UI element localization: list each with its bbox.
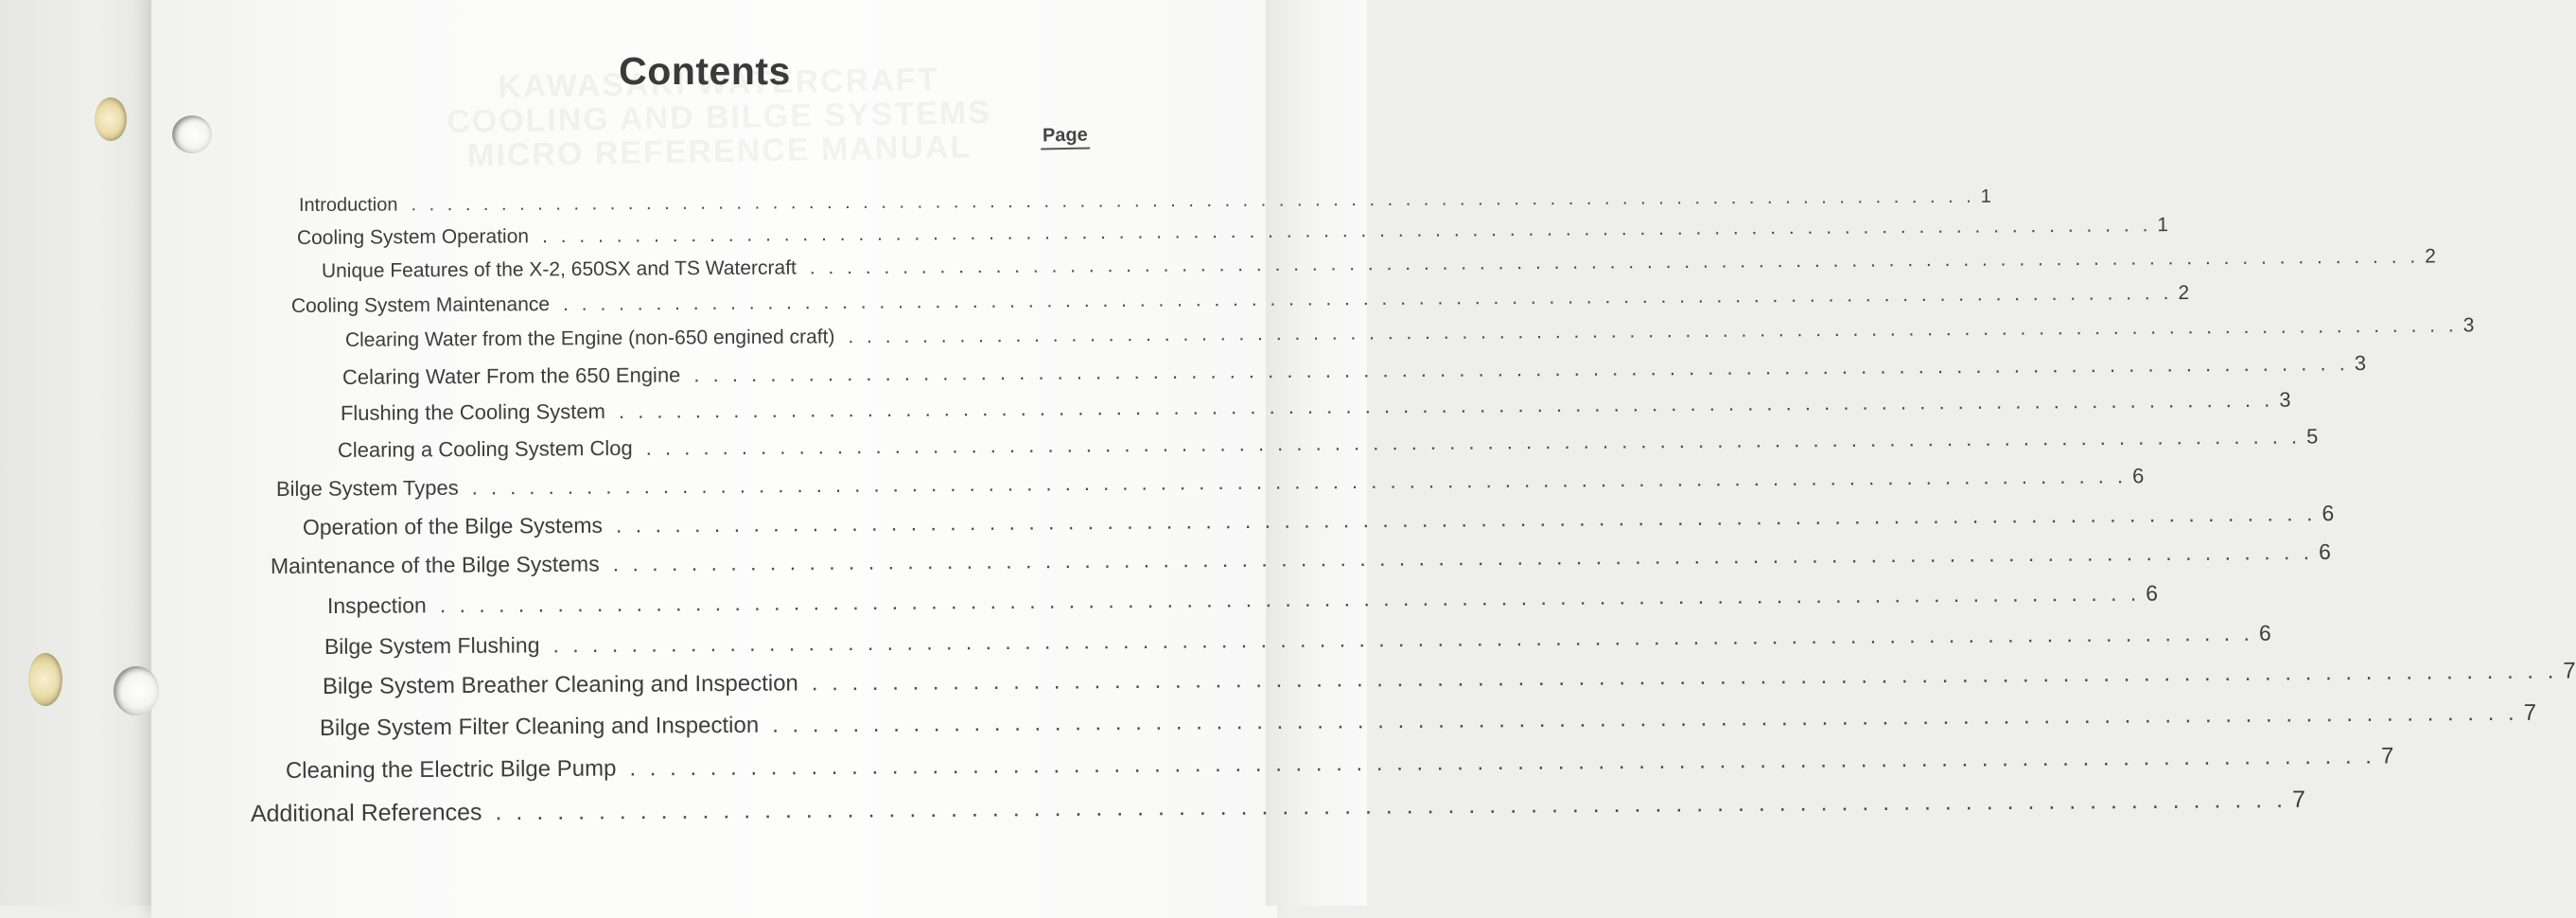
toc-entry-label: Cleaning the Electric Bilge Pump xyxy=(285,755,617,784)
toc-entry-page: 3 xyxy=(2462,314,2475,337)
toc-entry-label: Bilge System Filter Cleaning and Inspection xyxy=(319,712,760,741)
toc-entry-page: 1 xyxy=(1980,185,1991,207)
toc-entry-label: Cooling System Maintenance xyxy=(290,293,551,318)
toc-leader-dots: . . . . . . . . . . . . . . . . . . . . . . . . . . . . . . . . . . . . . . . . . . . . . . . . . . . . . . . . . . . . . . . . . . . . . . . . . . . . . . . . . . . . . . . xyxy=(618,387,2274,423)
toc-entry-page: 6 xyxy=(2146,580,2159,606)
toc-entry-label: Maintenance of the Bilge Systems xyxy=(270,551,600,578)
toc-leader-dots: . . . . . . . . . . . . . . . . . . . . . . . . . . . . . . . . . . . . . . . . . . . . . . . . . . . . . . . . . . . . . . . . . . . . . . . . . . . . . . . . . . . . . . . xyxy=(693,351,2349,387)
toc-entry-label: Celaring Water From the 650 Engine xyxy=(342,362,681,390)
toc-entry-page: 6 xyxy=(2319,538,2331,564)
toc-leader-dots: . . . . . . . . . . . . . . . . . . . . . . . . . . . . . . . . . . . . . . . . . . . . . . . . . . . . . . . . . . . . . . . . . . . . . . . . . . . . . . . . . . . . . . . xyxy=(848,314,2458,348)
toc-leader-dots: . . . . . . . . . . . . . . . . . . . . . . . . . . . . . . . . . . . . . . . . . . . . . . . . . . . . . . . . . . . . . . . . . . . . . . . . . . . . . . . . . . . . . . . xyxy=(612,538,2314,576)
toc-entry-page: 7 xyxy=(2291,786,2306,813)
toc-entry-label: Operation of the Bilge Systems xyxy=(302,512,604,539)
toc-leader-dots: . . . . . . . . . . . . . . . . . . . . . . . . . . . . . . . . . . . . . . . . . . . . . . . . . . . . . . . . . . . . . . . . . . . . . . . . . . . . . . . . . . . . . . . xyxy=(629,743,2376,782)
toc-entry-page: 2 xyxy=(2178,281,2190,305)
toc-leader-dots: . . . . . . . . . . . . . . . . . . . . . . . . . . . . . . . . . . . . . . . . . . . . . . . . . . . . . . . . . . . . . . . . . . . . . . . . . . . . . . . . . . . . . . . xyxy=(541,214,2152,248)
toc-leader-dots: . . . . . . . . . . . . . . . . . . . . . . . . . . . . . . . . . . . . . . . . . . . . . . . . . . . . . . . . . . . . . . . . . . . . . . . . . . . . . . . . . . . . . . . xyxy=(645,424,2302,460)
toc-entry-page: 6 xyxy=(2258,620,2271,645)
toc-entry xyxy=(322,658,2576,700)
toc-entry-page: 3 xyxy=(2354,351,2367,376)
toc-entry-label: Unique Features of the X-2, 650SX and TS Watercraft xyxy=(321,256,797,283)
toc-leader-dots: . . . . . . . . . . . . . . . . . . . . . . . . . . . . . . . . . . . . . . . . . . . . . . . . . . . . . . . . . . . . . . . . . . . . . . . . . . . . . . . . . . . . . . . xyxy=(552,620,2253,658)
toc-entry-label: Inspection xyxy=(326,592,427,618)
toc-entry xyxy=(298,185,1991,217)
toc-entry-page: 7 xyxy=(2380,743,2394,769)
underlying-page xyxy=(0,0,166,906)
toc-entry-label: Clearing a Cooling System Clog xyxy=(337,435,633,463)
toc-leader-dots: . . . . . . . . . . . . . . . . . . . . . . . . . . . . . . . . . . . . . . . . . . . . . . . . . . . . . . . . . . . . . . . . . . . . . . . . . . . . . . . . . . . . . . . xyxy=(471,464,2128,500)
binder-hole-top xyxy=(172,115,212,153)
toc-entry-label: Cooling System Operation xyxy=(296,225,530,250)
toc-entry-label: Clearing Water from the Engine (non-650 engined craft) xyxy=(344,326,835,352)
toc-entry-label: Bilge System Types xyxy=(275,475,459,501)
toc-leader-dots: . . . . . . . . . . . . . . . . . . . . . . . . . . . . . . . . . . . . . . . . . . . . . . . . . . . . . . . . . . . . . . . . . . . . . . . . . . . . . . . . . . . . . . . xyxy=(615,501,2317,538)
toc-leader-dots: . . . . . . . . . . . . . . . . . . . . . . . . . . . . . . . . . . . . . . . . . . . . . . . . . . . . . . . . . . . . . . . . . . . . . . . . . . . . . . . . . . . . . . . xyxy=(439,580,2141,618)
toc-entry-page: 7 xyxy=(2523,699,2537,726)
toc-entry-label: Bilge System Flushing xyxy=(324,632,540,659)
toc-entry-page: 3 xyxy=(2279,387,2291,412)
toc-leader-dots: . . . . . . . . . . . . . . . . . . . . . . . . . . . . . . . . . . . . . . . . . . . . . . . . . . . . . . . . . . . . . . . . . . . . . . . . . . . . . . . . . . . . . . . xyxy=(411,185,1975,216)
toc-leader-dots: . . . . . . . . . . . . . . . . . . . . . . . . . . . . . . . . . . . . . . . . . . . . . . . . . . . . . . . . . . . . . . . . . . . . . . . . . . . . . . . . . . . . . . . xyxy=(495,786,2287,826)
toc-entry-page: 1 xyxy=(2157,214,2169,237)
binder-hole-back-bottom xyxy=(28,653,62,706)
toc-leader-dots: . . . . . . . . . . . . . . . . . . . . . . . . . . . . . . . . . . . . . . . . . . . . . . . . . . . . . . . . . . . . . . . . . . . . . . . . . . . . . . . . . . . . . . . xyxy=(811,658,2558,697)
page-title: Contents xyxy=(619,49,791,93)
toc-entry-label: Additional References xyxy=(250,799,482,827)
toc-entry xyxy=(342,351,2367,390)
toc-entry xyxy=(319,699,2537,742)
toc-leader-dots: . . . . . . . . . . . . . . . . . . . . . . . . . . . . . . . . . . . . . . . . . . . . . . . . . . . . . . . . . . . . . . . . . . . . . . . . . . . . . . . . . . . . . . . xyxy=(809,245,2420,279)
toc-leader-dots: . . . . . . . . . . . . . . . . . . . . . . . . . . . . . . . . . . . . . . . . . . . . . . . . . . . . . . . . . . . . . . . . . . . . . . . . . . . . . . . . . . . . . . . xyxy=(562,282,2173,315)
binder-hole-bottom xyxy=(114,666,159,715)
toc-entry-label: Introduction xyxy=(298,194,398,217)
toc-leader-dots: . . . . . . . . . . . . . . . . . . . . . . . . . . . . . . . . . . . . . . . . . . . . . . . . . . . . . . . . . . . . . . . . . . . . . . . . . . . . . . . . . . . . . . . xyxy=(772,699,2518,738)
toc-entry-page: 2 xyxy=(2425,245,2436,268)
toc-entry-page: 6 xyxy=(2132,464,2145,488)
toc-entry-page: 7 xyxy=(2563,658,2576,684)
toc-entry-page: 5 xyxy=(2306,424,2319,449)
toc-entry-label: Bilge System Breather Cleaning and Inspection xyxy=(322,670,798,699)
toc-entry-page: 6 xyxy=(2322,501,2335,526)
page-column-header: Page xyxy=(1041,125,1090,150)
binder-hole-back-top xyxy=(95,97,127,141)
toc-entry-label: Flushing the Cooling System xyxy=(340,399,606,426)
